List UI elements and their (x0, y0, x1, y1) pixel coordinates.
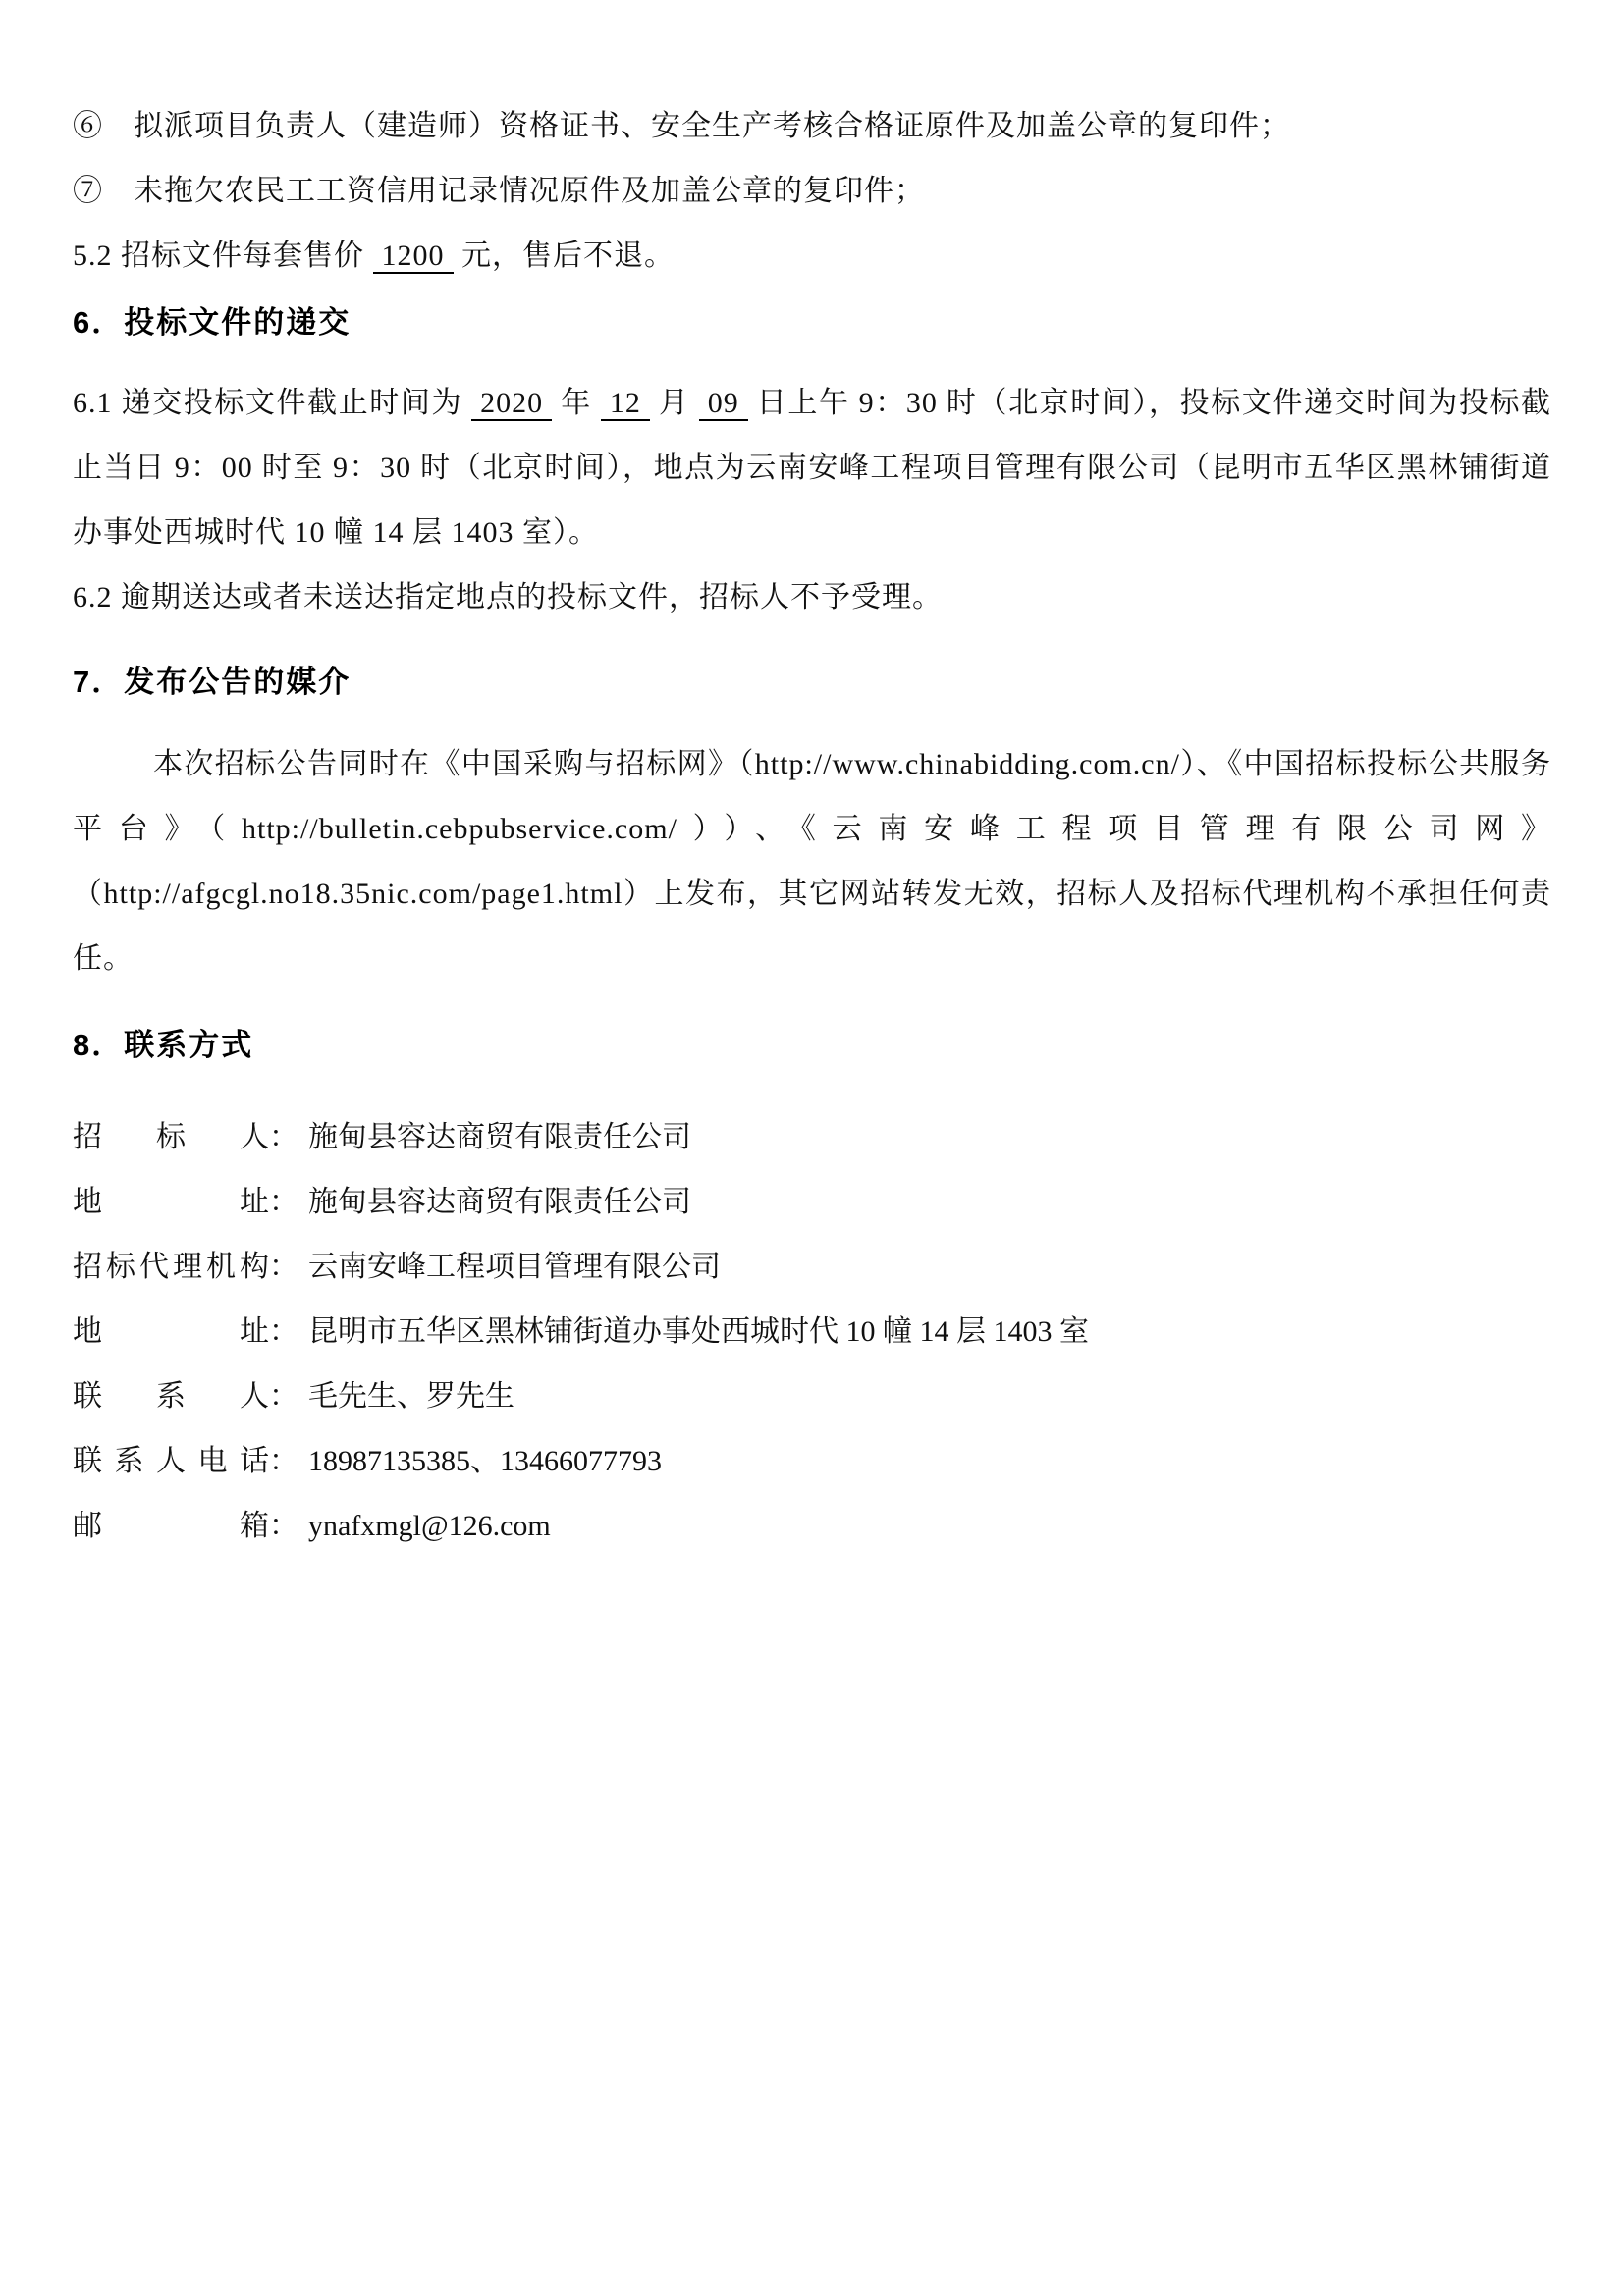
deadline-year: 2020 (471, 387, 552, 421)
contact-row-agency-address (73, 1300, 1551, 1364)
deadline-month: 12 (601, 387, 650, 421)
contact-row-tenderer-address (73, 1170, 1551, 1235)
contact-row-phone (73, 1429, 1551, 1494)
contact-row-person (73, 1364, 1551, 1429)
contact-colon: ： (269, 1380, 298, 1413)
doc-price-value: 1200 (373, 240, 454, 274)
contact-value: 施甸县容达商贸有限责任公司 (308, 1186, 691, 1218)
contact-label: 地址 (73, 1315, 269, 1348)
clause-5-2 (73, 224, 1551, 289)
contact-colon: ： (269, 1315, 298, 1348)
section-6-body (73, 371, 1551, 630)
clause-6-1-text: 6.1 递交投标文件截止时间为 (73, 387, 463, 419)
contact-row-email (73, 1494, 1551, 1559)
contact-value: 施甸县容达商贸有限责任公司 (308, 1121, 691, 1153)
contact-info-list (73, 1105, 1551, 1559)
contact-colon: ： (269, 1445, 298, 1477)
contact-row-agency (73, 1235, 1551, 1300)
deadline-day: 09 (699, 387, 748, 421)
contact-value: 毛先生、罗先生 (308, 1380, 514, 1413)
contact-label: 邮箱 (73, 1510, 269, 1542)
announcement-media-paragraph: 本次招标公告同时在《中国采购与招标网》（http://www.chinabidding.com.cn/）、《中国招标投标公共服务平台》（http://bulletin.cebpubservice.com/））、《云南安峰工程项目管理有限公司网》（http://afgcgl.no18.35nic.com/page1.html）上发布，其它网站转发无效，招标人及招标代理机构不承担任何责任。 (73, 748, 1551, 975)
clause-item-6: ⑥ 拟派项目负责人（建造师）资格证书、安全生产考核合格证原件及加盖公章的复印件； (73, 110, 1290, 142)
contact-label: 招标人 (73, 1121, 269, 1153)
contact-row-tenderer (73, 1105, 1551, 1170)
clause-6-2: 6.2 逾期送达或者未送达指定地点的投标文件，招标人不予受理。 (73, 581, 943, 614)
contact-label: 招标代理机构 (73, 1251, 269, 1283)
contact-colon: ： (269, 1510, 298, 1542)
contact-colon: ： (269, 1251, 298, 1283)
clause-6-1-tail: 日上午 9：30 时（北京时间），投标文件递交时间为投标截止当日 9：00 时至 9：30 时（北京时间），地点为云南安峰工程项目管理有限公司（昆明市五华区黑林铺街道办事处西城时代 10 幢 14 层 1403 室）。 (73, 387, 1552, 549)
contact-value: 云南安峰工程项目管理有限公司 (308, 1251, 721, 1283)
contact-colon: ： (269, 1121, 298, 1153)
contact-label: 联系人 (73, 1380, 269, 1413)
contact-colon: ： (269, 1186, 298, 1218)
section-heading-7: 7．发布公告的媒介 (73, 665, 352, 699)
clause-item-7: ⑦ 未拖欠农民工工资信用记录情况原件及加盖公章的复印件； (73, 175, 925, 207)
contact-label: 地址 (73, 1186, 269, 1218)
year-label: 年 (561, 387, 592, 419)
section-heading-8: 8．联系方式 (73, 1028, 254, 1062)
contact-label: 联系人电话 (73, 1445, 269, 1477)
contact-value: 18987135385、13466077793 (308, 1445, 662, 1477)
contact-value: ynafxmgl@126.com (308, 1510, 551, 1542)
clause-5-2-text: 5.2 招标文件每套售价 (73, 240, 364, 272)
month-label: 月 (659, 387, 690, 419)
section-heading-6: 6．投标文件的递交 (73, 305, 352, 340)
clause-5-2-tail: 元，售后不退。 (461, 240, 675, 272)
clause-6-1 (73, 371, 1551, 565)
contact-value: 昆明市五华区黑林铺街道办事处西城时代 10 幢 14 层 1403 室 (308, 1315, 1089, 1348)
